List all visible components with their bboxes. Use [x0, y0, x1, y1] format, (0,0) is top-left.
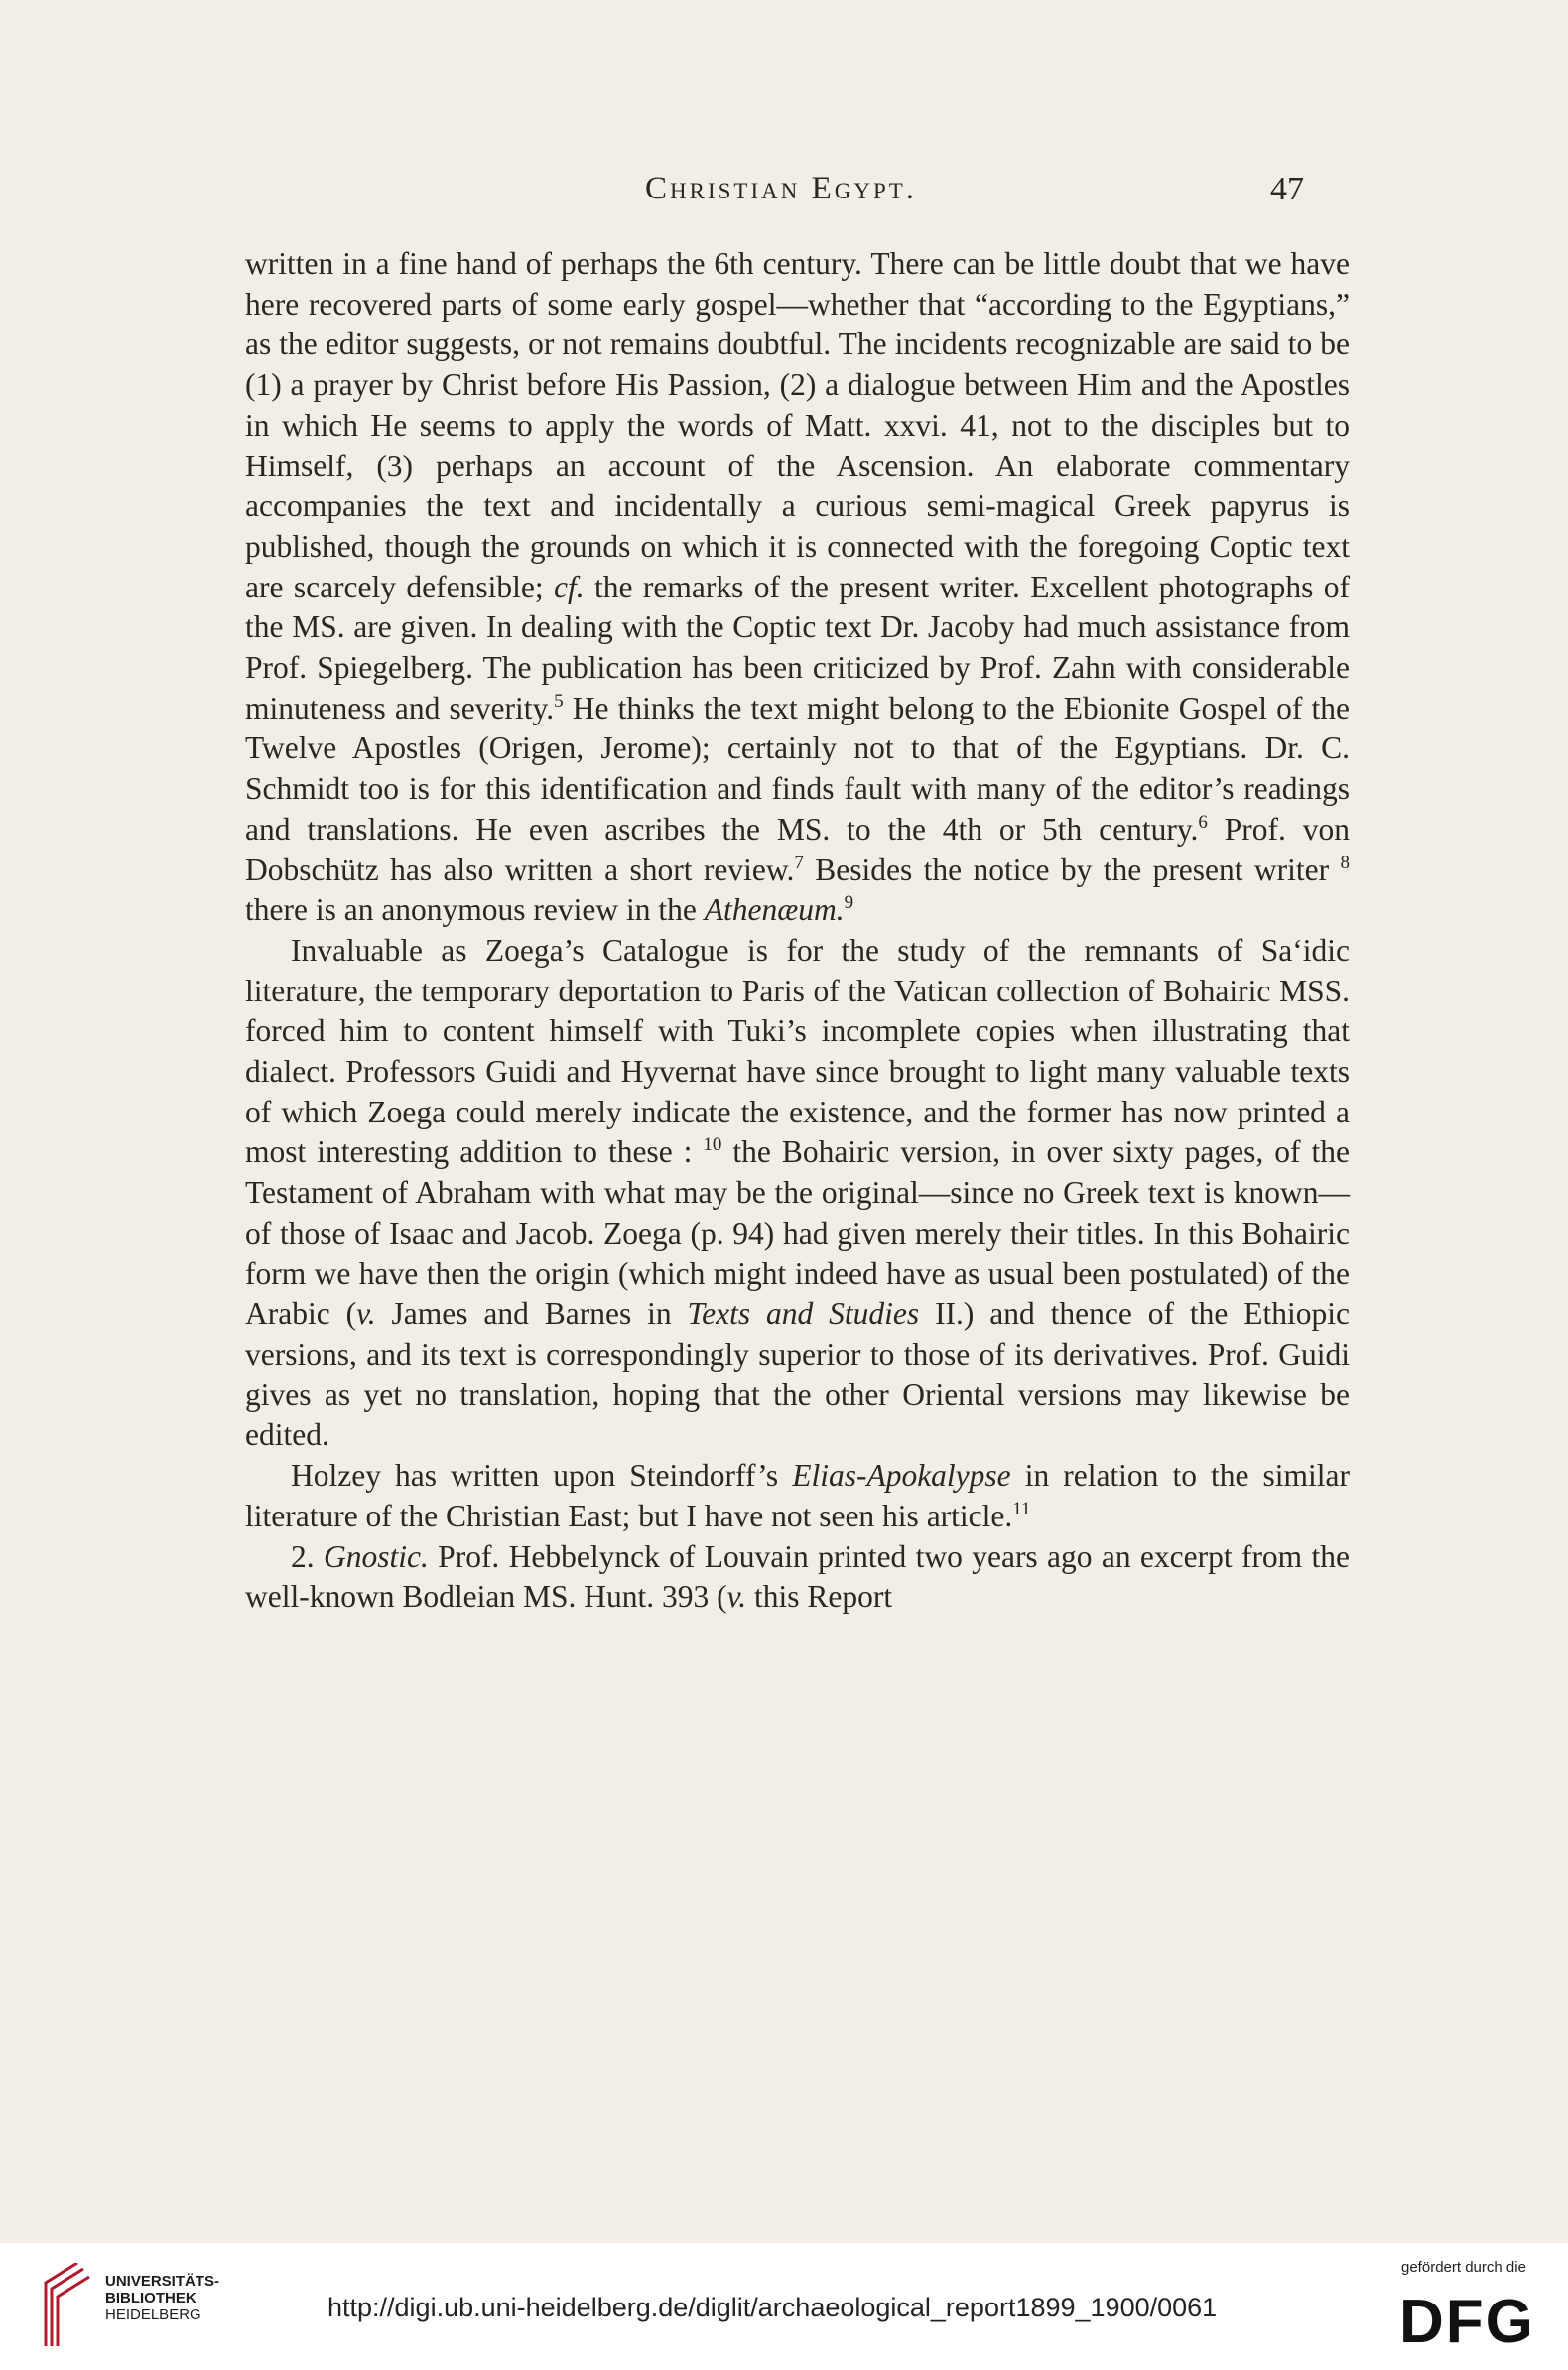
university-library-logo-icon — [36, 2263, 95, 2352]
italic-text: Texts and Studies — [687, 1296, 920, 1332]
page-number: 47 — [1270, 171, 1304, 207]
text-run: Prof. Hebbelynck of Louvain printed two years ago an excerpt from the well-known Bodleian MS. Hunt. 393 ( — [245, 1538, 1351, 1615]
paragraph — [245, 244, 1350, 931]
text-run: Holzey has written upon Steindorff’s — [291, 1458, 793, 1494]
text-run: Invaluable as Zoega’s Catalogue is for the study of the remnants of Sa‘idic literature, the temporary deportation to Paris of the Vatican collection of Bohairic MSS. forced him to content himself with Tuki’s incomplete copies when illustrating that dialect. Professors Guidi and Hyvernat have since brought to light many valuable texts of which Zoega could merely indicate the existence, and the former has now printed a most interesting addition to these : — [245, 932, 1350, 1170]
paragraph — [245, 1456, 1350, 1536]
text-run: there is an anonymous review in the — [245, 892, 705, 928]
text-run: II.) and thence of the Ethiopic versions, and its text is correspondingly superior to those of its derivatives. Prof. Guidi gives as yet no translation, hoping that the other Oriental versions may likewise be edited. — [245, 1296, 1351, 1453]
dfg-logo: DFG — [1399, 2288, 1535, 2356]
footnote-marker: 6 — [1198, 811, 1208, 833]
text-run: Besides the notice by the present writer — [803, 852, 1341, 887]
italic-text: Athenæum. — [704, 892, 845, 928]
paragraph — [245, 1537, 1350, 1618]
footnote-marker: 10 — [703, 1134, 722, 1156]
footnote-marker: 9 — [844, 892, 854, 914]
text-run: James and Barnes in — [375, 1296, 688, 1332]
footnote-marker: 11 — [1012, 1498, 1031, 1519]
footnote-marker: 7 — [794, 852, 804, 873]
paragraph — [245, 931, 1350, 1456]
text-run: Prof. von Dobschütz has also written a short review. — [245, 811, 1351, 887]
footnote-marker: 5 — [554, 690, 564, 712]
text-run: written in a fine hand of perhaps the 6th century. There can be little doubt that we have here recovered parts of some early gospel—whether that “according to the Egyptians,” as the editor suggests, or not remains doubtful. The incidents recognizable are said to be (1) a prayer by Christ before His Passion, (2) a dialogue between Him and the Apostles in which He seems to apply the words of Matt. xxvi. 41, not to the disciples but to Himself, (3) perhaps an account of the Ascension. An elaborate commentary accompanies the text and incidentally a curious semi-magical Greek papyrus is published, though the grounds on which it is connected with the foregoing Coptic text are scarcely defensible; — [245, 246, 1350, 604]
text-run: He thinks the text might belong to the Ebionite Gospel of the Twelve Apostles (Origen, Jerome); certainly not to that of the Egyptians. Dr. C. Schmidt too is for this identification and finds fault with many of the editor’s readings and translations. He even ascribes the MS. to the 4th or 5th century. — [245, 690, 1351, 847]
body-text — [245, 244, 1350, 1618]
footnote-marker: 8 — [1340, 852, 1350, 873]
text-run: in relation to the similar literature of the Christian East; but I have not seen his article. — [245, 1458, 1350, 1533]
italic-text: v. — [726, 1579, 747, 1615]
running-head — [0, 171, 1568, 216]
running-title: Christian Egypt. — [645, 171, 918, 206]
text-run: this Report — [746, 1579, 893, 1615]
italic-text: cf. — [554, 569, 585, 604]
italic-text: Elias-Apokalypse — [792, 1458, 1011, 1494]
digitization-footer — [0, 2243, 1568, 2370]
text-run: the remarks of the present writer. Excellent photographs of the MS. are given. In dealing with the Coptic text Dr. Jacoby had much assistance from Prof. Spiegelberg. The publication has been criticized by Prof. Zahn with considerable minuteness and severity. — [245, 569, 1350, 725]
italic-text: v. — [356, 1296, 376, 1332]
italic-text: Gnostic. — [323, 1538, 429, 1574]
library-name: UNIVERSITÄTS- BIBLIOTHEK HEIDELBERG — [105, 2273, 220, 2323]
text-run: the Bohairic version, in over sixty pages, of the Testament of Abraham with what may be the original—since no Greek text is known—of those of Isaac and Jacob. Zoega (p. 94) had given merely their titles. In this Bohairic form we have then the origin (which might indeed have as usual been postulated) of the Arabic ( — [245, 1134, 1350, 1332]
funded-by-label: gefördert durch die — [1401, 2259, 1526, 2276]
permalink-url[interactable]: http://digi.ub.uni-heidelberg.de/diglit/archaeological_report1899_1900/0061 — [327, 2293, 1218, 2322]
text-run: 2. — [291, 1538, 324, 1574]
